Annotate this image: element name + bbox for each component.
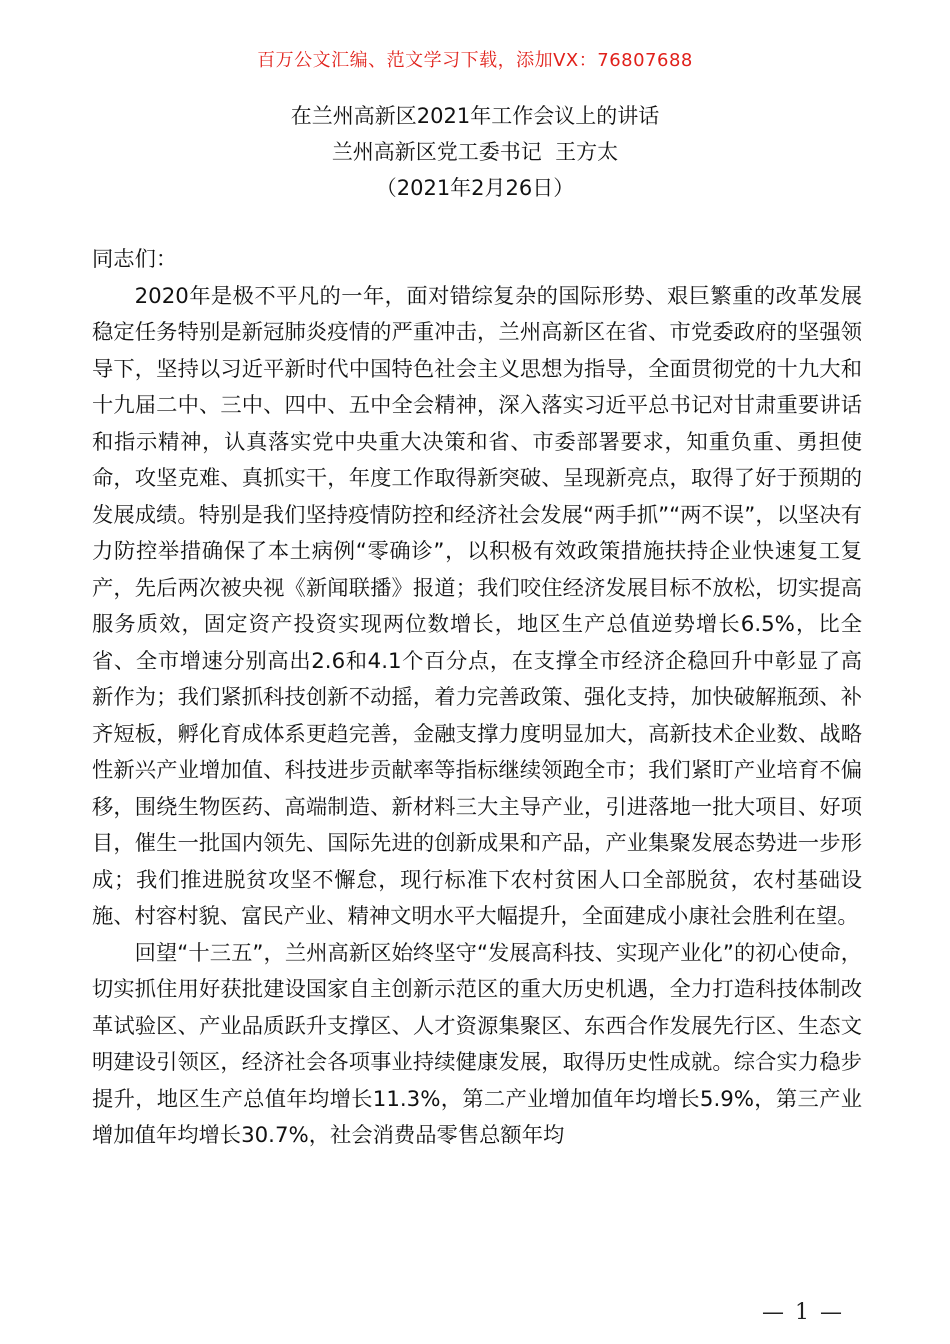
- document-title-block: [0, 98, 950, 206]
- page-number: — 1 —: [762, 1300, 844, 1325]
- document-date: （2021年2月26日）: [375, 176, 575, 200]
- salutation: 同志们：: [92, 247, 178, 272]
- document-title: 在兰州高新区2021年工作会议上的讲话: [290, 104, 660, 128]
- document-body: [92, 242, 862, 1155]
- paragraph-2: 回望“十三五”，兰州高新区始终坚守“发展高科技、实现产业化”的初心使命，切实抓住用好获批建设国家自主创新示范区的重大历史机遇，全力打造科技体制改革试验区、产业品质跃升支撑区、人才资源集聚区、东西合作发展先行区、生态文明建设引领区，经济社会各项事业持续健康发展，取得历史性成就。综合实力稳步提升，地区生产总值年均增长11.3%，第二产业增加值年均增长5.9%，第三产业增加值年均增长30.7%，社会消费品零售总额年均: [92, 940, 862, 1148]
- document-author: 兰州高新区党工委书记 王方太: [331, 140, 619, 164]
- header-banner: 百万公文汇编、范文学习下载，添加VX：76807688: [257, 50, 693, 71]
- paragraph-1: 2020年是极不平凡的一年，面对错综复杂的国际形势、艰巨繁重的改革发展稳定任务特别是新冠肺炎疫情的严重冲击，兰州高新区在省、市党委政府的坚强领导下，坚持以习近平新时代中国特色社会主义思想为指导，全面贯彻党的十九大和十九届二中、三中、四中、五中全会精神，深入落实习近平总书记对甘肃重要讲话和指示精神，认真落实党中央重大决策和省、市委部署要求，知重负重、勇担使命，攻坚克难、真抓实干，年度工作取得新突破、呈现新亮点，取得了好于预期的发展成绩。特别是我们坚持疫情防控和经济社会发展“两手抓”“两不误”，以坚决有力防控举措确保了本土病例“零确诊”，以积极有效政策措施扶持企业快速复工复产，先后两次被央视《新闻联播》报道；我们咬住经济发展目标不放松，切实提高服务质效，固定资产投资实现两位数增长，地区生产总值逆势增长6.5%，比全省、全市增速分别高出2.6和4.1个百分点，在支撑全市经济企稳回升中彰显了高新作为；我们紧抓科技创新不动摇，着力完善政策、强化支持，加快破解瓶颈、补齐短板，孵化育成体系更趋完善，金融支撑力度明显加大，高新技术企业数、战略性新兴产业增加值、科技进步贡献率等指标继续领跑全市；我们紧盯产业培育不偏移，围绕生物医药、高端制造、新材料三大主导产业，引进落地一批大项目、好项目，催生一批国内领先、国际先进的创新成果和产品，产业集聚发展态势进一步形成；我们推进脱贫攻坚不懈怠，现行标准下农村贫困人口全部脱贫，农村基础设施、村容村貌、富民产业、精神文明水平大幅提升，全面建成小康社会胜利在望。: [92, 283, 862, 929]
